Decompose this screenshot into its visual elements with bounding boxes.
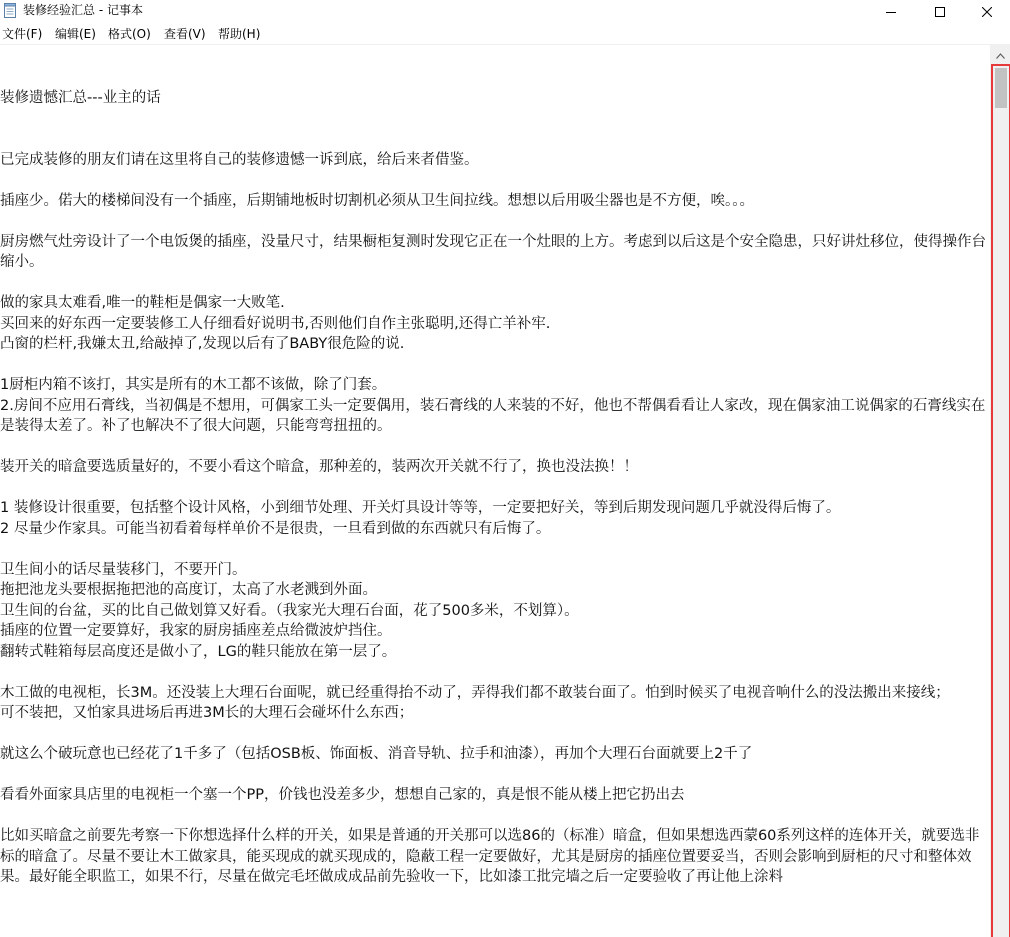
scroll-track[interactable] [991, 64, 1010, 937]
chevron-up-icon [996, 44, 1005, 63]
maximize-icon [935, 2, 945, 21]
menu-bar [0, 24, 1010, 44]
document-text[interactable]: 装修遗憾汇总---业主的话 已完成装修的朋友们请在这里将自己的装修遗憾一诉到底，给后来者借鉴。 插座少。偌大的楼梯间没有一个插座，后期铺地板时切割机必须从卫生间拉线。想想以后用吸尘器也是不方便，唉。。。 厨房燃气灶旁设计了一个电饭煲的插座，没量尺寸，结果橱柜复测时发现它正在一个灶眼的上方。考虑到以后这是个安全隐患，只好讲灶移位，使得操作台缩小。 做的家具太难看,唯一的鞋柜是偶家一大败笔. 买回来的好东西一定要装修工人仔细看好说明书,否则他们自作主张聪明,还得亡羊补牢. 凸窗的栏杆,我嫌太丑,给敲掉了,发现以后有了BABY很危险的说. 1厨柜内箱不该打，其实是所有的木工都不该做，除了门套。 2.房间不应用石膏线，当初偶是不想用，可偶家工头一定要偶用，装石膏线的人来装的不好，他也不帮偶看看让人家改，现在偶家油工说偶家的石膏线实在是装得太差了。补了也解决不了很大问题，只能弯弯扭扭的。 装开关的暗盒要选质量好的，不要小看这个暗盒，那种差的，装两次开关就不行了，换也没法换！！ 1 装修设计很重要，包括整个设计风格，小到细节处理、开关灯具设计等等，一定要把好关，等到后期发现问题几乎就没得后悔了。 2 尽量少作家具。可能当初看着每样单价不是很贵，一旦看到做的东西就只有后悔了。 卫生间小的话尽量装移门，不要开门。 拖把池龙头要根据拖把池的高度订，太高了水老溅到外面。 卫生间的台盆，买的比自己做划算又好看。（我家光大理石台面，花了500多米，不划算）。 插座的位置一定要算好，我家的厨房插座差点给微波炉挡住。 翻转式鞋箱每层高度还是做小了，LG的鞋只能放在第一层了。 木工做的电视柜，长3M。还没装上大理石台面呢，就已经重得抬不动了，弄得我们都不敢装台面了。怕到时候买了电视音响什么的没法搬出来接线； 可不装把，又怕家具进场后再进3M长的大理石会碰坏什么东西； 就这么个破玩意也已经花了1千多了（包括OSB板、饰面板、消音导轨、拉手和油漆），再加个大理石台面就要上2千了 看看外面家具店里的电视柜一个塞一个PP，价钱也没差多少，想想自己家的，真是恨不能从楼上把它扔出去 比如买暗盒之前要先考察一下你想选择什么样的开关，如果是普通的开关那可以选86的（标准）暗盒，但如果想选西蒙60系列这样的连体开关，就要选非标的暗盒了。尽量不要让木工做家具，能买现成的就买现成的，隐蔽工程一定要做好，尤其是厨房的插座位置要妥当，否则会影响到厨柜的尺寸和整体效果。最好能全职监工，如果不行，尽量在做完毛坯做成成品前先验收一下，比如漆工批完墙之后一定要验收了再让他上涂料 [0, 90, 986, 885]
scroll-thumb[interactable] [995, 68, 1007, 108]
notepad-icon [4, 3, 16, 18]
menu-file[interactable]: 文件(F) [2, 27, 43, 41]
minimize-icon [886, 2, 896, 21]
vertical-scrollbar[interactable] [990, 45, 1010, 937]
title-bar [0, 0, 1010, 22]
text-editor[interactable] [0, 45, 990, 937]
scroll-up-button[interactable] [990, 45, 1010, 62]
close-button[interactable] [964, 0, 1010, 22]
minimize-button[interactable] [868, 0, 914, 22]
menu-view[interactable]: 查看(V) [164, 27, 206, 41]
window-title: 装修经验汇总 - 记事本 [23, 3, 143, 17]
close-icon [982, 2, 992, 21]
menu-format[interactable]: 格式(O) [108, 27, 151, 41]
maximize-button[interactable] [917, 0, 963, 22]
menu-help[interactable]: 帮助(H) [218, 27, 261, 41]
menu-edit[interactable]: 编辑(E) [55, 27, 96, 41]
